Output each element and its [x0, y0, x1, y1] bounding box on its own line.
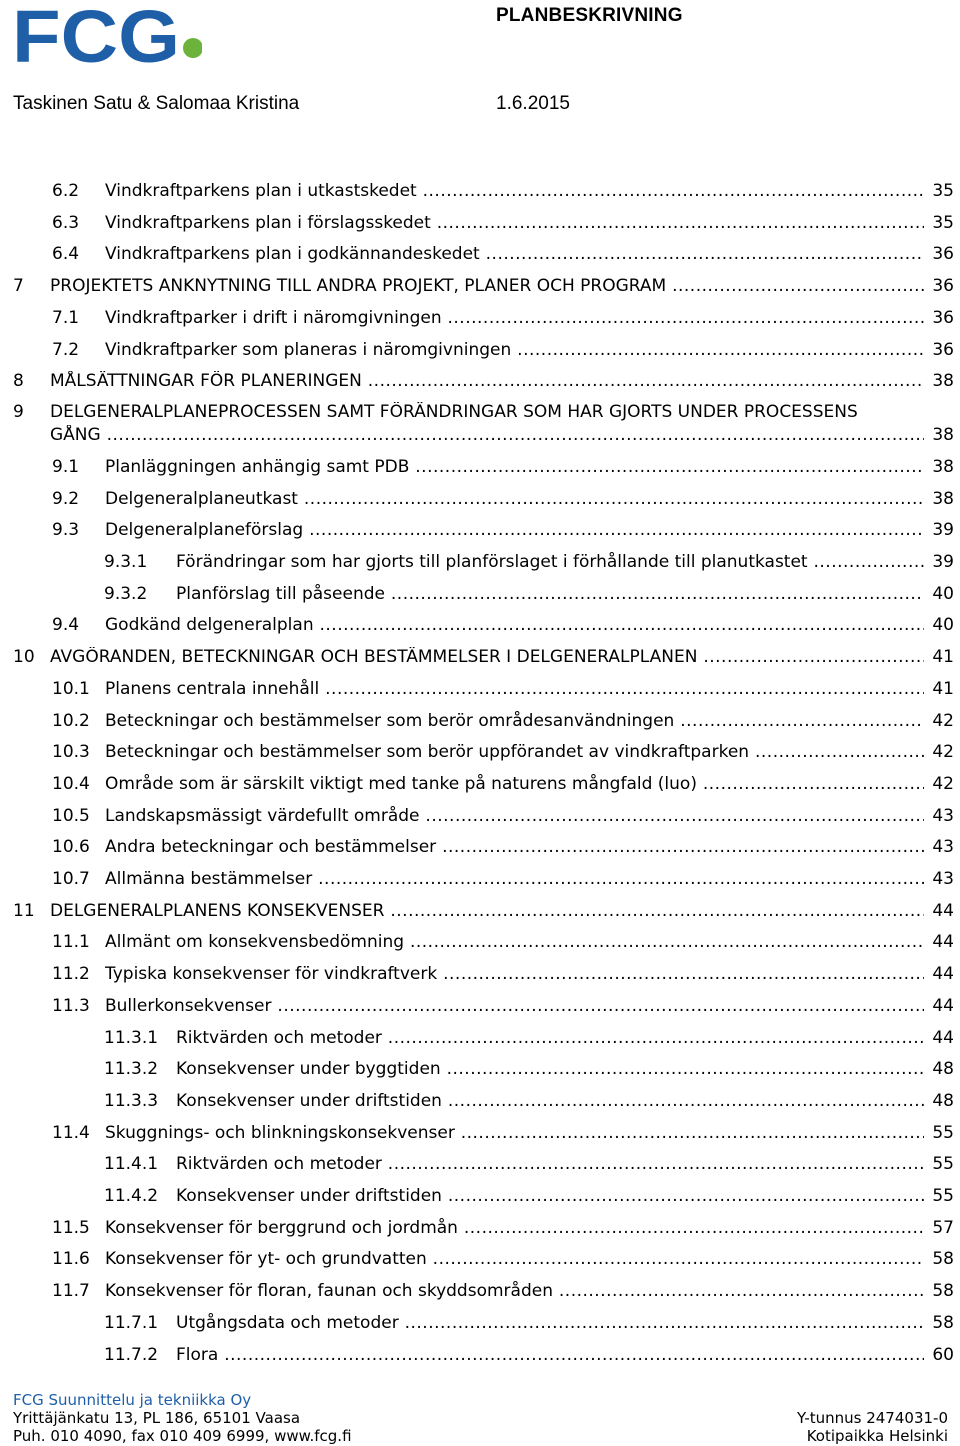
toc-entry-title	[50, 276, 924, 297]
document-title: PLANBESKRIVNING	[496, 5, 683, 26]
toc-entry-number: 7.1	[52, 307, 80, 328]
toc-entry-title-text: Planläggningen anhängig samt PDB	[105, 456, 410, 477]
toc-entry-title-text: Område som är särskilt viktigt med tanke på naturens mångfald (luo)	[105, 773, 697, 794]
toc-entry[interactable]	[0, 742, 960, 768]
toc-entry-number: 9.3	[52, 520, 80, 541]
toc-entry-number: 10.4	[52, 773, 90, 794]
toc-entry-title	[105, 340, 924, 361]
toc-entry-page: 36	[932, 307, 954, 328]
toc-entry-page: 43	[932, 805, 954, 826]
toc-entry-page: 42	[932, 710, 954, 731]
toc-entry-number: 11.7.1	[104, 1312, 159, 1333]
toc-entry-title	[176, 1059, 924, 1080]
toc-entry-page: 39	[932, 552, 954, 572]
toc-entry-number: 10	[13, 647, 35, 668]
toc-entry-number: 7.2	[52, 339, 80, 360]
toc-entry-number: 11.4	[52, 1122, 90, 1143]
toc-entry-title-text: Riktvärden och metoder	[176, 1027, 382, 1048]
toc-entry-page: 58	[932, 1281, 954, 1302]
toc-entry-page: 44	[932, 932, 954, 953]
toc-entry-number: 11.2	[52, 964, 90, 985]
toc-entry[interactable]	[0, 552, 960, 578]
toc-entry-page: 55	[932, 1186, 954, 1206]
toc-entry[interactable]	[0, 1218, 960, 1244]
toc-entry[interactable]	[0, 213, 960, 239]
toc-entry-title	[105, 520, 924, 541]
toc-entry-title	[105, 1123, 924, 1144]
toc-entry[interactable]	[0, 1281, 960, 1307]
toc-entry-title-text: Konsekvenser under driftstiden	[176, 1186, 442, 1206]
toc-entry-title-text: Konsekvenser för berggrund och jordmån	[105, 1217, 458, 1238]
toc-entry[interactable]	[0, 774, 960, 800]
toc-entry-page: 38	[932, 488, 954, 509]
toc-entry-page: 43	[932, 837, 954, 858]
toc-entry[interactable]	[0, 806, 960, 832]
toc-entry-title-text: Planförslag till påseende	[176, 583, 385, 604]
toc-entry[interactable]	[0, 584, 960, 610]
toc-entry-title	[176, 1313, 924, 1334]
toc-entry-title	[50, 402, 924, 423]
toc-entry[interactable]	[0, 1091, 960, 1117]
toc-entry-title-text: Vindkraftparker som planeras i näromgivningen	[105, 339, 512, 360]
toc-entry-title	[176, 1186, 924, 1207]
toc-entry-number: 11.3	[52, 995, 90, 1016]
toc-entry-number: 7	[13, 276, 24, 297]
toc-entry-page: 48	[932, 1059, 954, 1080]
toc-entry-title-text: Landskapsmässigt värdefullt område	[105, 805, 420, 826]
toc-entry-page: 57	[932, 1217, 954, 1238]
toc-entry-page: 38	[932, 456, 954, 477]
toc-entry-number: 10.6	[52, 837, 90, 858]
toc-entry-title-text: Skuggnings- och blinkningskonsekvenser	[105, 1122, 455, 1143]
toc-entry[interactable]	[0, 679, 960, 705]
toc-entry-title-text: Beteckningar och bestämmelser som berör uppförandet av vindkraftparken	[105, 742, 750, 763]
toc-entry-number: 10.1	[52, 678, 90, 699]
toc-entry-title	[105, 1218, 924, 1239]
toc-entry[interactable]	[0, 1154, 960, 1180]
toc-entry-title-text: Bullerkonsekvenser	[105, 995, 272, 1016]
toc-entry[interactable]	[0, 615, 960, 641]
toc-entry-title-text: AVGÖRANDEN, BETECKNINGAR OCH BESTÄMMELSER I DELGENERALPLANEN	[50, 647, 698, 668]
toc-entry-title	[105, 679, 924, 700]
toc-entry-number: 6.2	[52, 181, 80, 201]
toc-entry-page: 38	[932, 425, 954, 446]
toc-entry-page: 58	[932, 1249, 954, 1270]
logo-text: FCG	[12, 2, 180, 68]
toc-entry-page: 44	[932, 1027, 954, 1048]
toc-entry-number: 11.7	[52, 1281, 90, 1302]
toc-entry-title	[105, 615, 924, 636]
toc-entry-title-text: Vindkraftparkens plan i godkännandeskedet	[105, 244, 480, 265]
toc-entry[interactable]	[0, 244, 960, 270]
toc-entry-title-text: Allmänt om konsekvensbedömning	[105, 932, 405, 953]
toc-entry-title-text: Beteckningar och bestämmelser som berör områdesanvändningen	[105, 710, 675, 731]
toc-entry[interactable]	[0, 1028, 960, 1054]
toc-entry-number: 10.2	[52, 710, 90, 731]
footer-address: Yrittäjänkatu 13, PL 186, 65101 Vaasa	[13, 1409, 301, 1427]
toc-entry-title	[105, 1281, 924, 1302]
toc-entry[interactable]	[0, 647, 960, 673]
toc-entry-title-text: MÅLSÄTTNINGAR FÖR PLANERINGEN	[50, 371, 362, 392]
toc-entry-number: 9	[13, 402, 24, 423]
toc-entry-title-text: Konsekvenser för yt- och grundvatten	[105, 1249, 427, 1270]
toc-entry-title-text: Delgeneralplaneförslag	[105, 520, 304, 541]
toc-entry-number: 6.3	[52, 212, 80, 233]
toc-entry-number: 11.4.2	[104, 1186, 159, 1206]
toc-entry-page: 40	[932, 583, 954, 604]
toc-entry-page: 41	[932, 678, 954, 699]
toc-entry[interactable]	[0, 457, 960, 483]
toc-entry[interactable]	[0, 1123, 960, 1149]
toc-entry-page: 48	[932, 1090, 954, 1111]
toc-entry-title-text: Andra beteckningar och bestämmelser	[105, 837, 437, 858]
toc-entry-page: 41	[932, 647, 954, 668]
toc-entry[interactable]	[0, 371, 960, 397]
toc-entry[interactable]	[0, 308, 960, 334]
toc-entry-title	[105, 711, 924, 732]
toc-entry-page: 55	[932, 1154, 954, 1175]
toc-entry-number: 10.5	[52, 805, 90, 826]
toc-entry-title	[176, 1091, 924, 1112]
toc-entry-title	[105, 774, 924, 795]
toc-entry-title-text: Konsekvenser under driftstiden	[176, 1090, 442, 1111]
toc-entry[interactable]	[0, 1313, 960, 1339]
toc-entry-number: 10.7	[52, 869, 90, 889]
toc-entry-title	[105, 996, 924, 1017]
toc-entry-page: 58	[932, 1312, 954, 1333]
toc-entry-number: 11.5	[52, 1217, 90, 1238]
toc-entry[interactable]	[0, 996, 960, 1022]
toc-entry-title	[105, 837, 924, 858]
toc-entry-number: 10.3	[52, 742, 90, 763]
toc-entry-title	[105, 806, 924, 827]
toc-entry[interactable]	[0, 901, 960, 927]
toc-entry[interactable]	[0, 1059, 960, 1085]
toc-entry-number: 6.4	[52, 244, 80, 265]
toc-entry-page: 36	[932, 276, 954, 297]
toc-entry-title	[105, 489, 924, 510]
toc-entry[interactable]	[0, 276, 960, 302]
toc-entry-title	[105, 932, 924, 953]
toc-entry-page: 43	[932, 869, 954, 889]
toc-entry-title	[105, 964, 924, 985]
toc-entry-title	[105, 181, 924, 202]
footer-city: Kotipaikka Helsinki	[806, 1427, 948, 1445]
toc-entry-title	[105, 213, 924, 234]
toc-entry-title-text: Konsekvenser under byggtiden	[176, 1059, 441, 1080]
toc-entry-number: 9.3.1	[104, 552, 148, 572]
toc-entry[interactable]	[0, 520, 960, 546]
toc-entry-title	[176, 1345, 924, 1366]
toc-entry-number: 9.1	[52, 456, 80, 477]
toc-entry-title-continuation-text: GÅNG	[50, 425, 101, 446]
toc-entry[interactable]	[0, 932, 960, 958]
toc-entry-title	[105, 742, 924, 763]
toc-entry-continuation[interactable]	[0, 425, 960, 451]
toc-entry-title	[105, 308, 924, 329]
toc-entry-page: 40	[932, 615, 954, 636]
toc-entry[interactable]	[0, 1249, 960, 1275]
toc-entry-page: 44	[932, 900, 954, 921]
toc-entry[interactable]	[0, 1186, 960, 1212]
toc-entry-number: 9.2	[52, 488, 80, 509]
toc-entry-title-text: Förändringar som har gjorts till planförslaget i förhållande till planutkastet	[176, 552, 808, 572]
toc-entry-title-text: DELGENERALPLANEPROCESSEN SAMT FÖRÄNDRINGAR SOM HAR GJORTS UNDER PROCESSENS	[50, 402, 858, 423]
toc-entry-title	[105, 244, 924, 265]
toc-entry-number: 11.7.2	[104, 1344, 159, 1365]
toc-entry-number: 9.4	[52, 615, 80, 636]
toc-entry[interactable]	[0, 1345, 960, 1371]
toc-entry-title-text: DELGENERALPLANENS KONSEKVENSER	[50, 900, 385, 921]
toc-entry-title-continuation	[50, 425, 924, 446]
toc-entry-page: 60	[932, 1344, 954, 1365]
toc-entry-number: 11.1	[52, 932, 90, 953]
toc-entry-title	[50, 901, 924, 922]
footer-contact: Puh. 010 4090, fax 010 409 6999, www.fcg.fi	[13, 1427, 352, 1445]
toc-entry-number: 11.4.1	[104, 1154, 159, 1175]
toc-entry[interactable]	[0, 869, 960, 895]
toc-entry-number: 11	[13, 900, 35, 921]
toc-entry-page: 44	[932, 995, 954, 1016]
toc-entry-title	[50, 371, 924, 392]
toc-entry-title	[176, 1154, 924, 1175]
toc-entry-title-text: Vindkraftparkens plan i förslagsskedet	[105, 212, 431, 233]
toc-entry-number: 8	[13, 371, 24, 392]
toc-entry-number: 11.3.1	[104, 1027, 159, 1048]
toc-entry-title-text: Typiska konsekvenser för vindkraftverk	[105, 964, 438, 985]
toc-entry-number: 11.3.3	[104, 1090, 159, 1111]
toc-entry-number: 9.3.2	[104, 583, 148, 604]
footer-company: FCG Suunnittelu ja tekniikka Oy	[13, 1391, 252, 1409]
toc-entry-number: 11.3.2	[104, 1059, 159, 1080]
toc-entry-title-text: Delgeneralplaneutkast	[105, 488, 298, 509]
toc-entry[interactable]	[0, 964, 960, 990]
toc-entry-title	[50, 647, 924, 668]
toc-entry-title-text: Allmänna bestämmelser	[105, 869, 313, 889]
toc-entry[interactable]	[0, 489, 960, 515]
toc-entry-title	[176, 584, 924, 605]
toc-entry-page: 38	[932, 371, 954, 392]
toc-entry-title	[105, 869, 924, 890]
toc-entry-page: 55	[932, 1122, 954, 1143]
toc-entry-title-text: Flora	[176, 1344, 219, 1365]
authors: Taskinen Satu & Salomaa Kristina	[13, 93, 300, 114]
toc-entry-title-text: Vindkraftparker i drift i näromgivningen	[105, 307, 442, 328]
toc-entry-title-text: Vindkraftparkens plan i utkastskedet	[105, 181, 417, 201]
toc-entry-title	[176, 1028, 924, 1049]
toc-entry[interactable]	[0, 711, 960, 737]
toc-entry-title	[105, 457, 924, 478]
footer-business-id: Y-tunnus 2474031-0	[796, 1409, 948, 1427]
toc-entry-page: 36	[932, 339, 954, 360]
toc-entry-title-text: Planens centrala innehåll	[105, 678, 320, 699]
toc-entry-title-text: PROJEKTETS ANKNYTNING TILL ANDRA PROJEKT, PLANER OCH PROGRAM	[50, 276, 667, 297]
toc-entry-title-text: Konsekvenser för floran, faunan och skyddsområden	[105, 1281, 553, 1302]
toc-entry-title	[105, 1249, 924, 1270]
toc-entry-page: 42	[932, 773, 954, 794]
toc-entry[interactable]	[0, 181, 960, 207]
toc-entry-title-text: Utgångsdata och metoder	[176, 1312, 399, 1333]
toc-entry-number: 11.6	[52, 1249, 90, 1270]
toc-entry-title	[176, 552, 924, 573]
toc-entry-page: 35	[932, 181, 954, 201]
toc-entry-page: 35	[932, 212, 954, 233]
toc-entry-page: 42	[932, 742, 954, 763]
toc-entry-title-text: Riktvärden och metoder	[176, 1154, 382, 1175]
document-date: 1.6.2015	[496, 93, 570, 114]
toc-entry[interactable]	[0, 837, 960, 863]
toc-entry[interactable]	[0, 340, 960, 366]
toc-entry-page: 44	[932, 964, 954, 985]
toc-entry-title-text: Godkänd delgeneralplan	[105, 615, 314, 636]
toc-entry-page: 36	[932, 244, 954, 265]
toc-entry-page: 39	[932, 520, 954, 541]
